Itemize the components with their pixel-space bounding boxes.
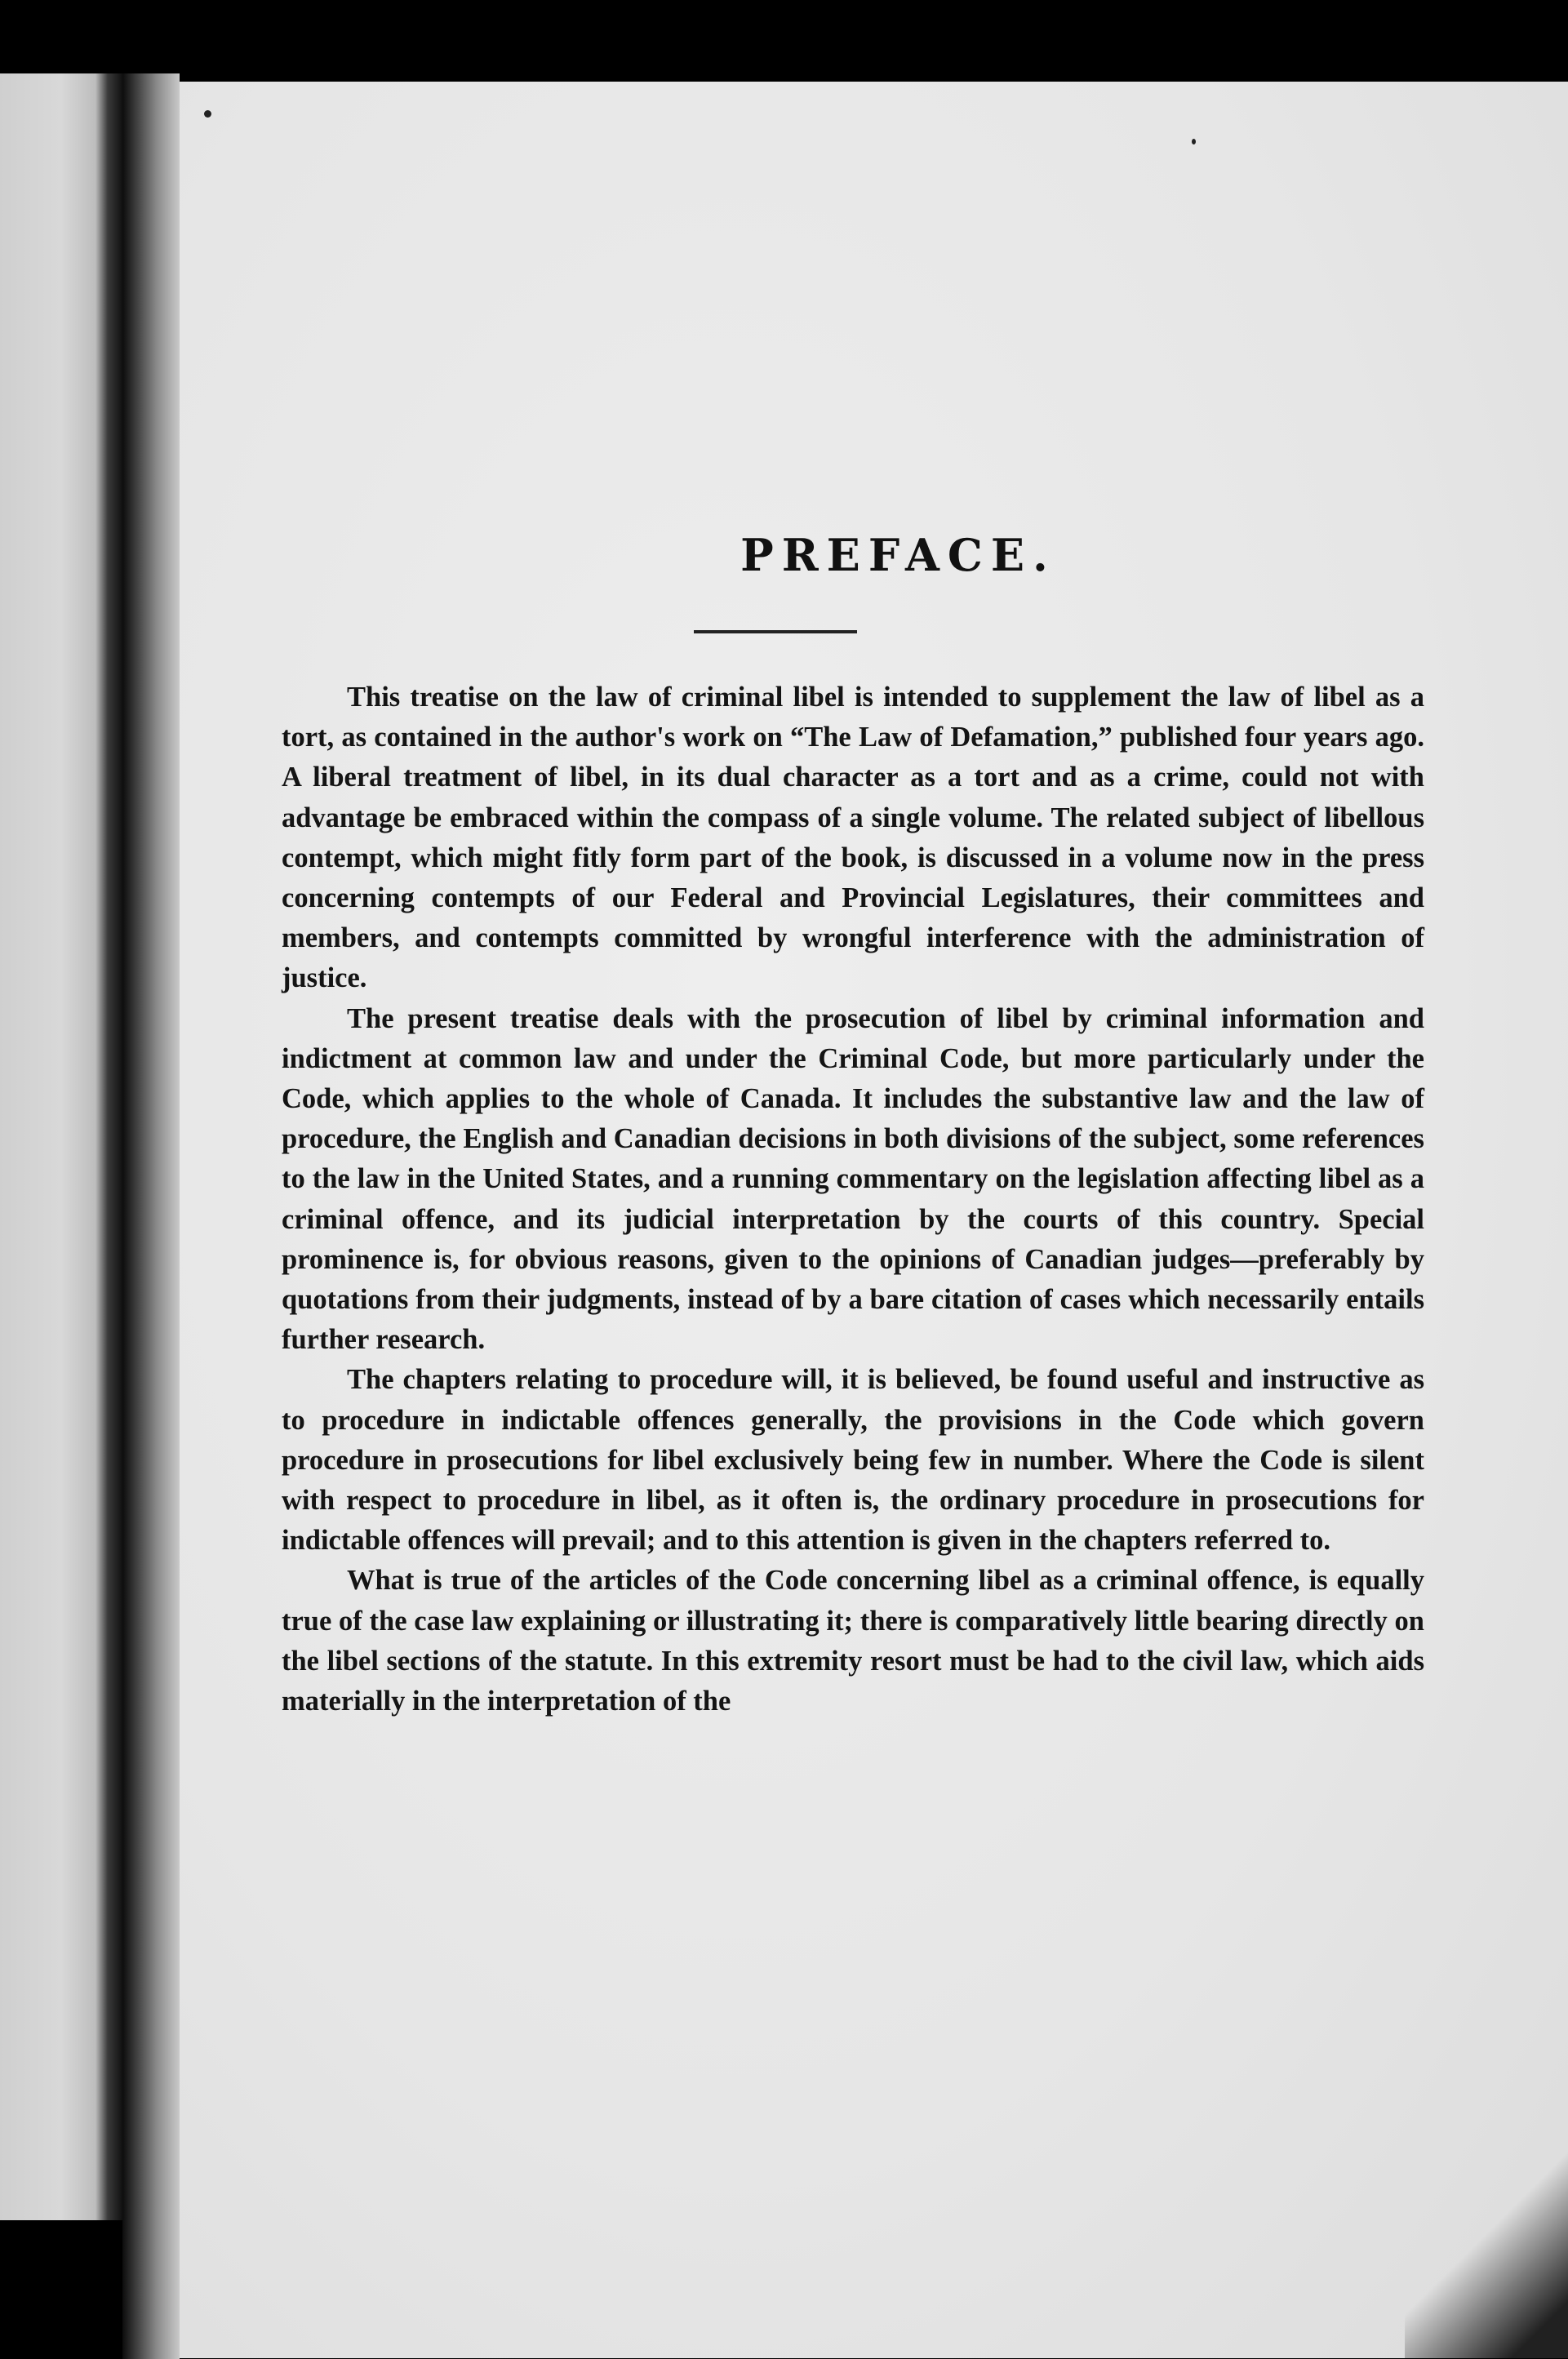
page-title: PREFACE. [740, 529, 1056, 581]
ink-speck [1192, 139, 1196, 144]
title-rule [694, 630, 857, 633]
paragraph: The chapters relating to procedure will, it is believed, be found useful and instructive as to procedure in indictable offences generally, the provisions in the Code which govern procedure in prosecutions for libel exclusively being few in number. Where the Code is silent with respect to procedure in libel, as it often is, the ordinary procedure in prosecutions for indictable offences will prevail; and to this attention is given in the chapters referred to. [282, 1364, 1424, 1557]
book-gutter [122, 73, 180, 2359]
preface-body [282, 677, 1424, 1721]
facing-page-edge [0, 73, 122, 2220]
paragraph: The present treatise deals with the prosecution of libel by criminal information and indictment at common law and under the Criminal Code, but more particularly under the Code, which applies to the whole of Canada. It includes the substantive law and the law of procedure, the English and Canadian decisions in both divisions of the subject, some references to the law in the United States, and a running commentary on the legislation affecting libel as a criminal offence, and its judicial interpretation by the courts of this country. Special prominence is, for obvious reasons, given to the opinions of Canadian judges—preferably by quotations from their judgments, instead of by a bare citation of cases which necessarily entails further research. [282, 1002, 1424, 1356]
paragraph: This treatise on the law of criminal libel is intended to supplement the law of libel as a tort, as contained in the author's work on “The Law of Defamation,” published four years ago. A liberal treatment of libel, in its dual character as a tort and as a crime, could not with advantage be embraced within the compass of a single volume. The related subject of libellous contempt, which might fitly form part of the book, is discussed in a volume now in the press concerning contempts of our Federal and Provincial Legislatures, their committees and members, and contempts committed by wrongful interference with the administration of justice. [282, 682, 1424, 994]
ink-speck [204, 110, 211, 118]
paragraph: What is true of the articles of the Code concerning libel as a criminal offence, is equally true of the case law explaining or illustrating it; there is comparatively little bearing directly on the libel sections of the statute. In this extremity resort must be had to the civil law, which aids materially in the interpretation of the [282, 1565, 1424, 1717]
scan-corner-shadow [1405, 2146, 1568, 2358]
book-page [180, 82, 1568, 2358]
